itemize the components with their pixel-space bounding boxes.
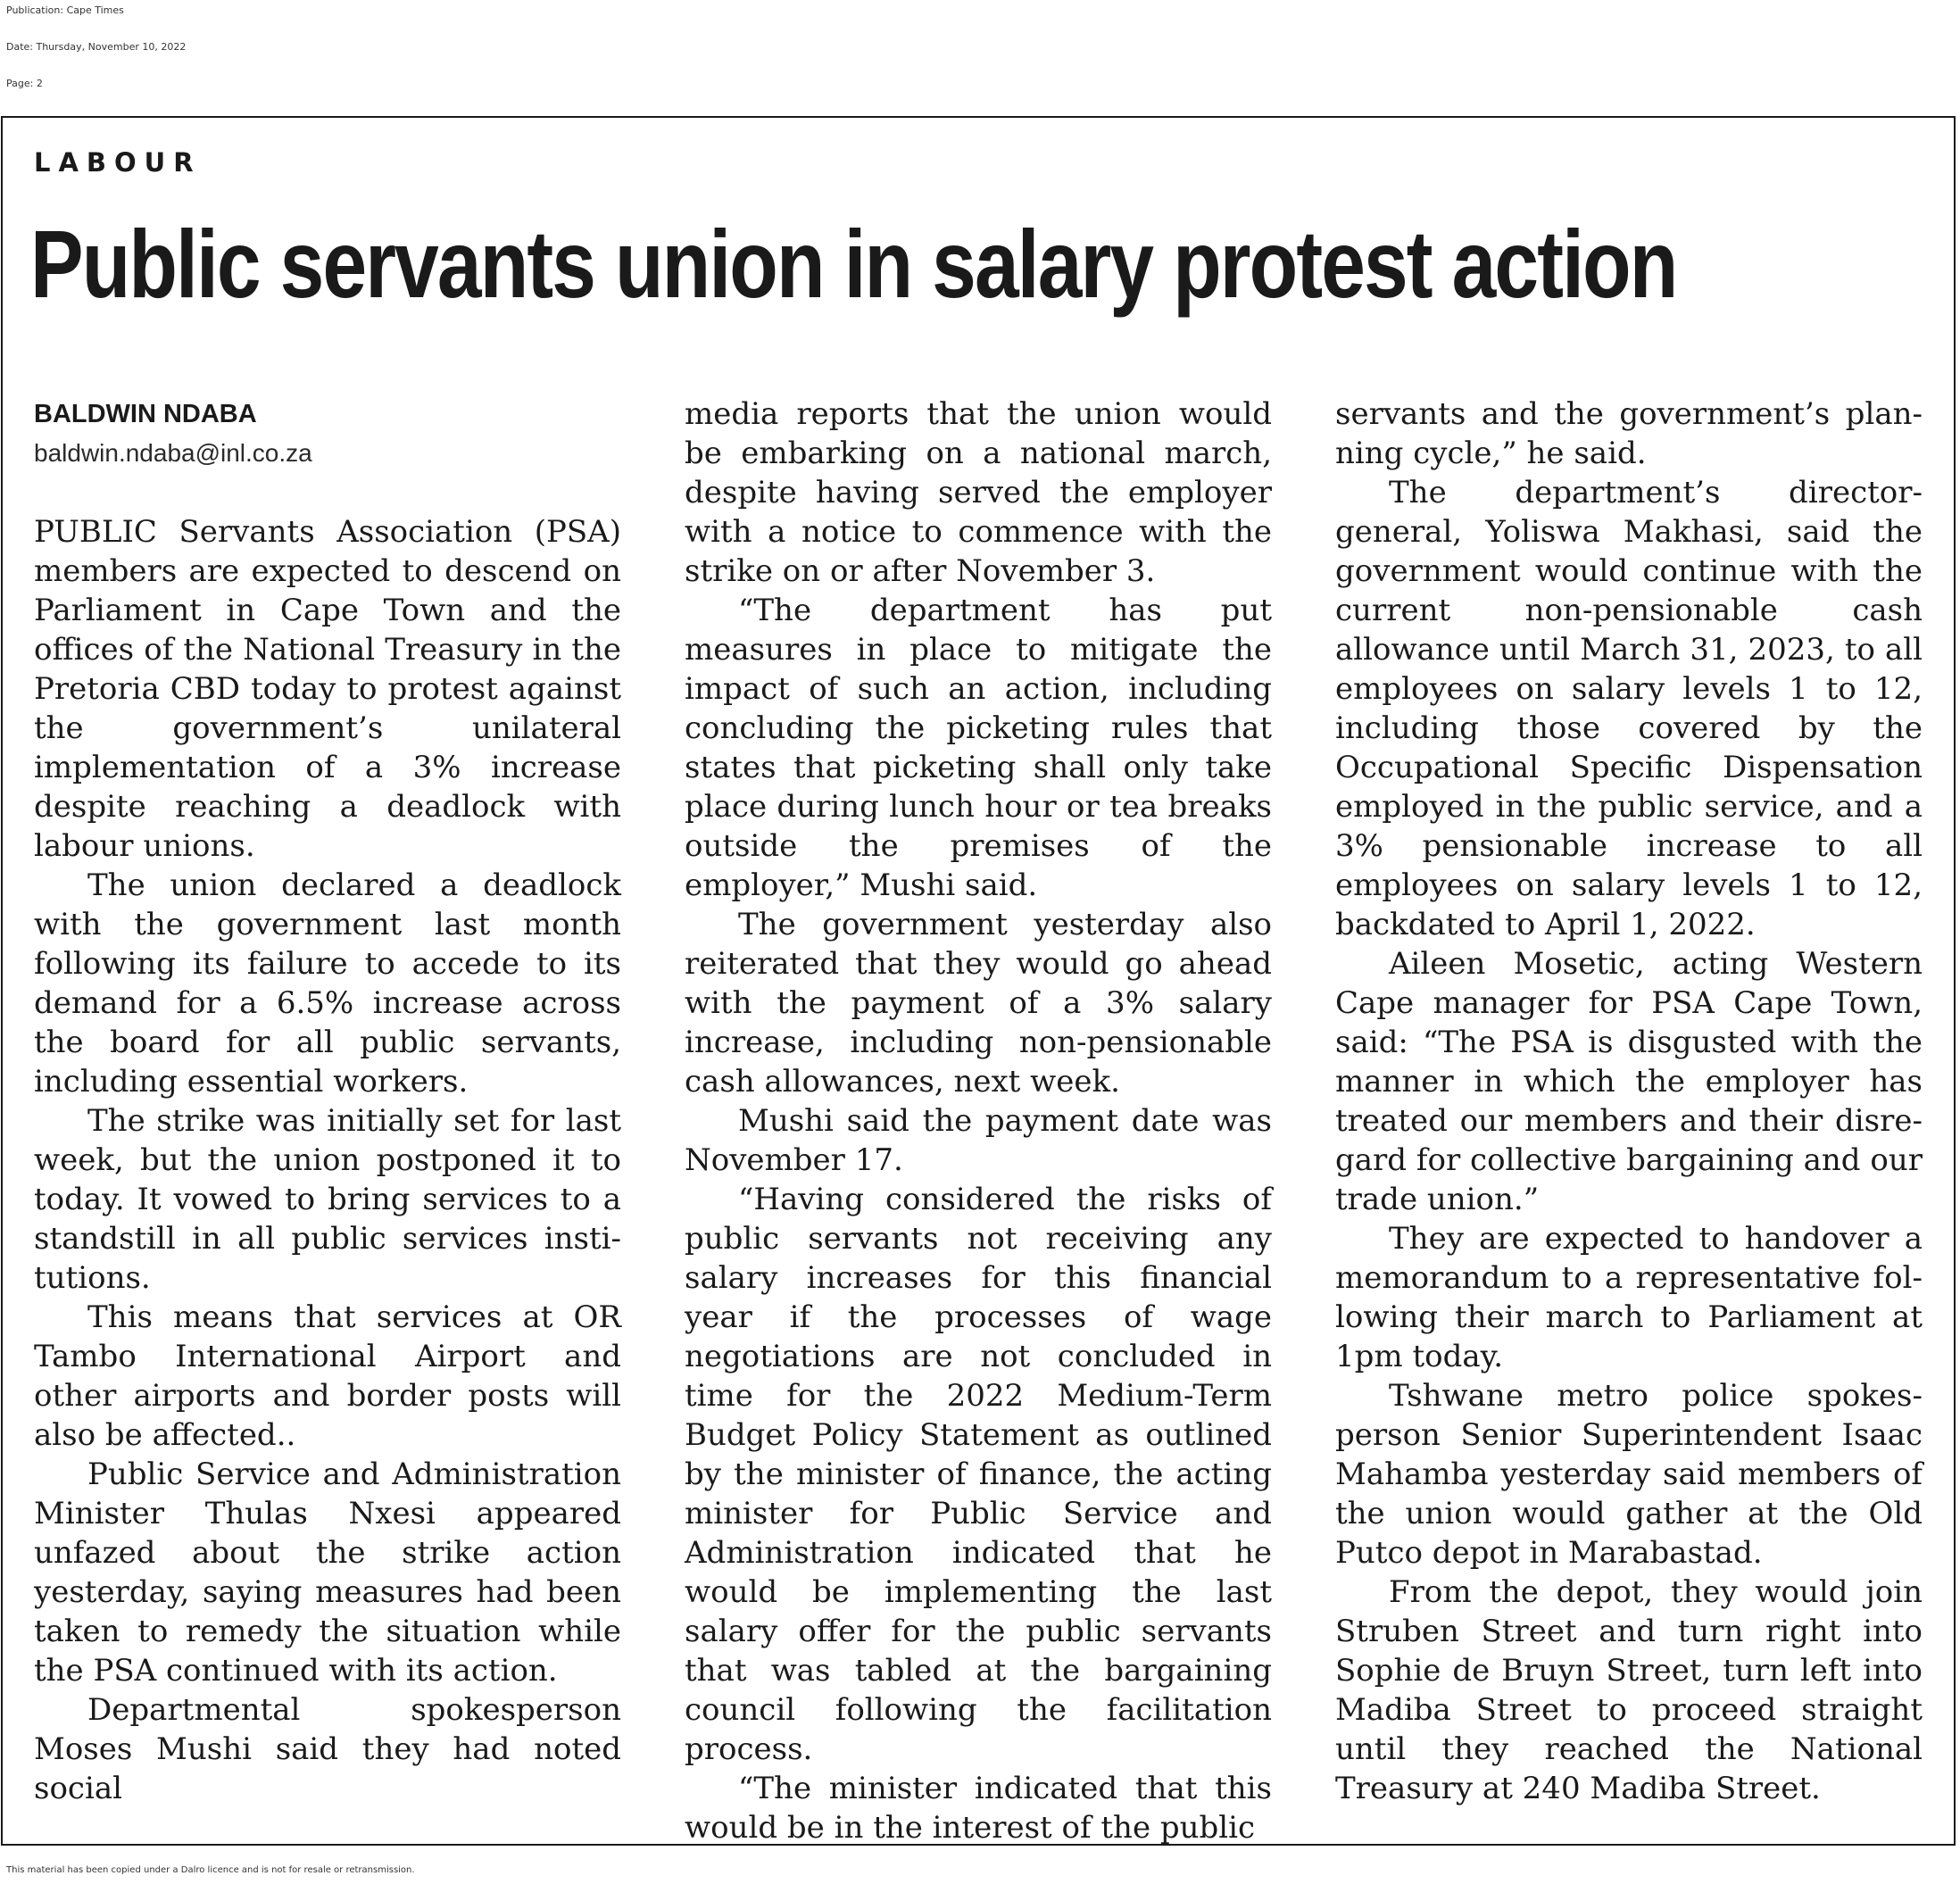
paragraph: servants and the government’s planning cycle,” he said. [1335,396,1923,471]
byline-email: baldwin.ndaba@inl.co.za [34,439,312,467]
headline: Public servants union in salary protest action [30,211,1677,319]
article-column-3 [1335,394,1923,1808]
section-label: LABOUR [34,147,202,178]
paragraph: The department’s director-general, Yoliswa Makhasi, said the government would continue with the current non-pensionable cash allowance until March 31, 2023, to all employees on salary levels 1 to 12, including those covered by the Occupational Specific Dispensation employed in the public service, and a 3% pensionable increase to all employees on salary levels 1 to 12, backdated to April 1, 2022. [1335,475,1923,942]
paragraph: They are expected to handover a memorandum to a representative following their march to Parliament at 1pm today. [1335,1221,1923,1374]
paragraph: “Having considered the risks of public servants not receiving any salary increases for this financial year if the processes of wage negotiations are not concluded in time for the 2022 Medium-Term Budget Policy Statement as outlined by the minister of finance, the acting minister for Public Service and Administration indicated that he would be implementing the last salary offer for the public servants that was tabled at the bargaining council following the facilitation process. [685,1182,1272,1767]
byline-name: BALDWIN NDABA [34,400,257,428]
paragraph: Public Service and Administration Minister Thulas Nxesi appeared unfazed about the strike action yesterday, saying measures had been taken to remedy the situation while the PSA continued with its action. [34,1457,621,1689]
paragraph: “The minister indicated that this would be in the interest of the public [685,1771,1272,1846]
paragraph: From the depot, they would join Struben Street and turn right into Sophie de Bruyn Street, turn left into Madiba Street to proceed straight until they reached the National Treasury at 240 Madiba Street. [1335,1574,1923,1806]
article-column-1 [34,394,621,1808]
date-label: Date: Thursday, November 10, 2022 [6,41,187,53]
paragraph: media reports that the union would be embarking on a national march, despite having served the employer with a notice to commence with the strike on or after November 3. [685,396,1272,589]
paragraph: This means that services at OR Tambo International Airport and other airports and border posts will also be affected.. [34,1299,621,1453]
page-label: Page: 2 [6,78,43,89]
article-column-2 [685,394,1272,1847]
copyright-notice: This material has been copied under a Dalro licence and is not for resale or retransmission. [6,1865,415,1875]
paragraph: PUBLIC Servants Association (PSA) members are expected to descend on Parliament in Cape Town and the offices of the National Treasury in the Pretoria CBD today to protest against the government’s unilateral implementation of a 3% increase despite reaching a deadlock with labour unions. [34,514,621,864]
paragraph: The government yesterday also reiterated that they would go ahead with the payment of a 3% salary increase, including non-pensionable cash allowances, next week. [685,907,1272,1100]
paragraph: Mushi said the payment date was November 17. [685,1103,1272,1178]
paragraph: Tshwane metro police spokesperson Senior Superintendent Isaac Mahamba yesterday said members of the union would gather at the Old Putco depot in Marabastad. [1335,1378,1923,1571]
publication-label: Publication: Cape Times [6,4,124,16]
paragraph: The strike was initially set for last week, but the union postponed it to today. It vowed to bring services to a standstill in all public services institutions. [34,1103,621,1296]
paragraph: Departmental spokesperson Moses Mushi said they had noted social [34,1692,621,1806]
paragraph: Aileen Mosetic, acting Western Cape manager for PSA Cape Town, said: “The PSA is disgusted with the manner in which the employer has treated our members and their disregard for collective bargaining and our trade union.” [1335,946,1923,1217]
paragraph: “The department has put measures in place to mitigate the impact of such an action, including concluding the picketing rules that states that picketing shall only take place during lunch hour or tea breaks outside the premises of the employer,” Mushi said. [685,593,1272,903]
paragraph: The union declared a deadlock with the government last month following its failure to accede to its demand for a 6.5% increase across the board for all public servants, including essential workers. [34,867,621,1100]
